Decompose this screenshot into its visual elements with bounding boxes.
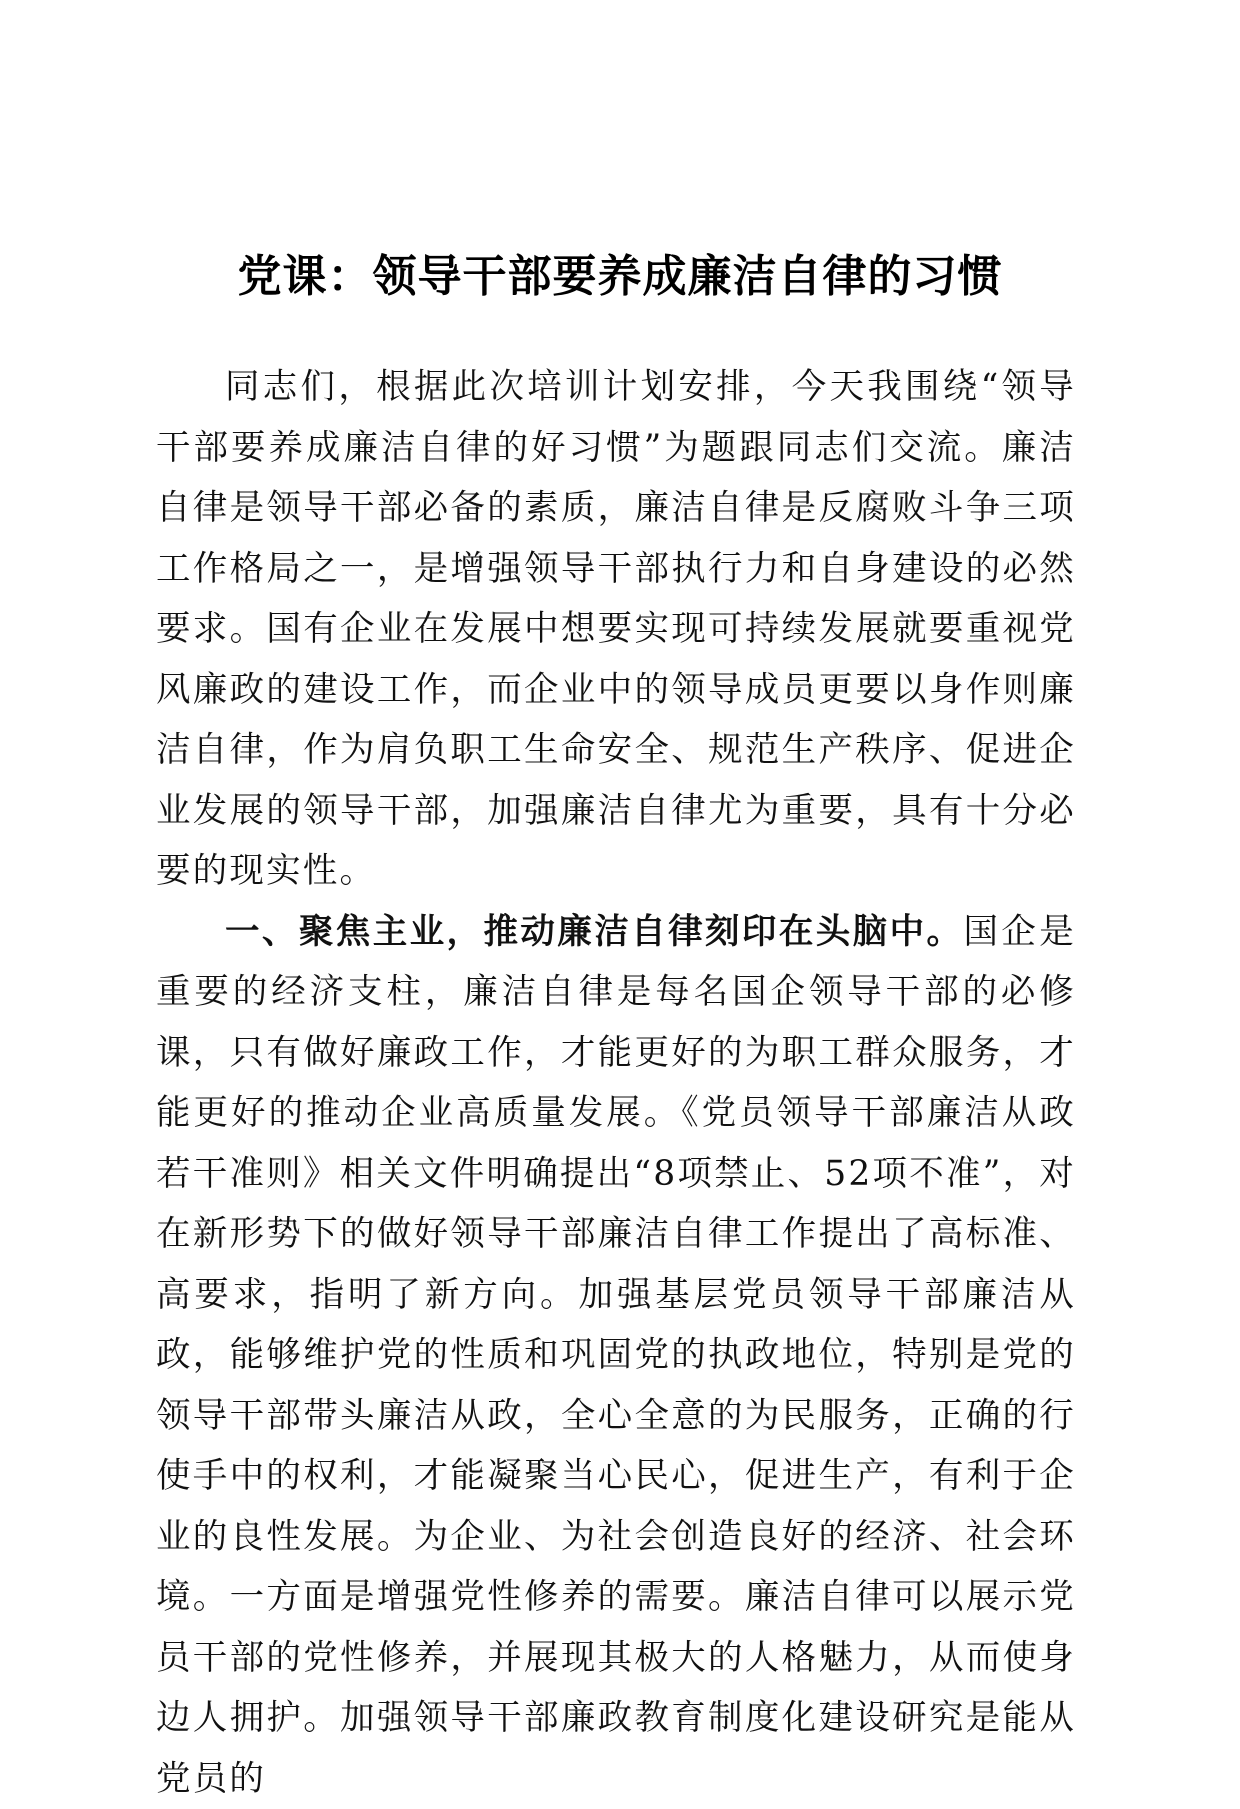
section-heading: 一、聚焦主业，推动廉洁自律刻印在头脑中。 <box>225 912 963 952</box>
paragraph-section-1 <box>156 902 1076 1809</box>
paragraph-text: 同志们，根据此次培训计划安排，今天我围绕“领导干部要养成廉洁自律的好习惯”为题跟同志们交流。廉洁自律是领导干部必备的素质，廉洁自律是反腐败斗争三项工作格局之一，是增强领导干部执行力和自身建设的必然要求。国有企业在发展中想要实现可持续发展就要重视党风廉政的建设工作，而企业中的领导成员更要以身作则廉洁自律，作为肩负职工生命安全、规范生产秩序、促进企业发展的领导干部，加强廉洁自律尤为重要，具有十分必要的现实性。 <box>156 367 1076 891</box>
paragraph-intro <box>156 357 1076 902</box>
paragraph-text: 国企是重要的经济支柱，廉洁自律是每名国企领导干部的必修课，只有做好廉政工作，才能更好的为职工群众服务，才能更好的推动企业高质量发展。《党员领导干部廉洁从政若干准则》相关文件明确提出“8项禁止、52项不准”，对在新形势下的做好领导干部廉洁自律工作提出了高标准、高要求，指明了新方向。加强基层党员领导干部廉洁从政，能够维护党的性质和巩固党的执政地位，特别是党的领导干部带头廉洁从政，全心全意的为民服务，正确的行使手中的权利，才能凝聚当心民心，促进生产，有利于企业的良性发展。为企业、为社会创造良好的经济、社会环境。一方面是增强党性修养的需要。廉洁自律可以展示党员干部的党性修养，并展现其极大的人格魅力，从而使身边人拥护。加强领导干部廉政教育制度化建设研究是能从党员的 <box>156 912 1076 1799</box>
document-body <box>156 357 1076 1809</box>
document-title: 党课：领导干部要养成廉洁自律的习惯 <box>0 247 1240 307</box>
